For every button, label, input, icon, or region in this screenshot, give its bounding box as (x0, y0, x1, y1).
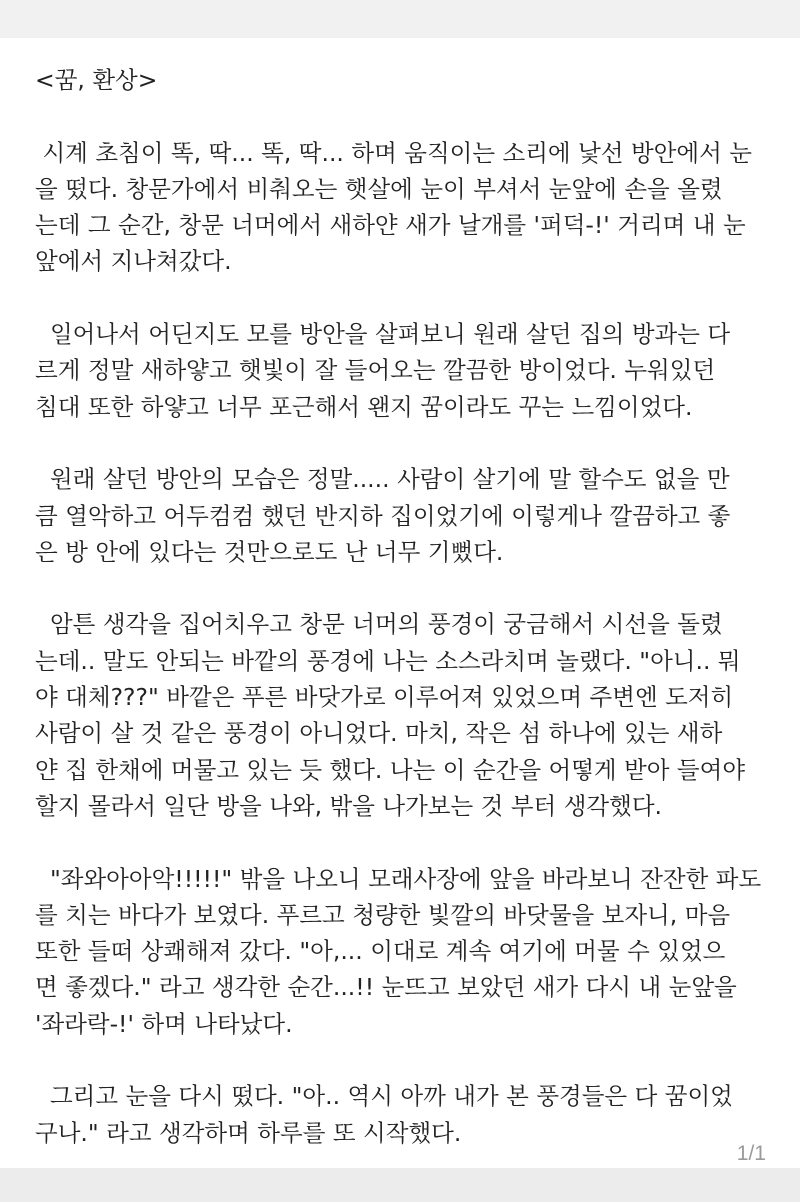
document-page[interactable] (0, 38, 800, 1168)
page-indicator: 1/1 (736, 1142, 766, 1165)
bottom-bar (0, 1168, 800, 1202)
document-body-text: <꿈, 환상> 시계 초침이 똑, 딱... 똑, 딱... 하며 움직이는 소리에 낯선 방안에서 눈 을 떴다. 창문가에서 비춰오는 햇살에 눈이 부셔서 눈앞에 손을 올렸 는데 그 순간, 창문 너머에서 새하얀 새가 날개를 '퍼덕-!' 거리며 내 눈 앞에서 지나쳐갔다. 일어나서 어딘지도 모를 방안을 살펴보니 원래 살던 집의 방과는 다 르게 정말 새하얗고 햇빛이 잘 들어오는 깔끔한 방이었다. 누워있던 침대 또한 하얗고 너무 포근해서 왠지 꿈이라도 꾸는 느낌이었다. 원래 살던 방안의 모습은 정말..... 사람이 살기에 말 할수도 없을 만 큼 열악하고 어두컴컴 했던 반지하 집이었기에 이렇게나 깔끔하고 좋 은 방 안에 있다는 것만으로도 난 너무 기뻤다. 암튼 생각을 집어치우고 창문 너머의 풍경이 궁금해서 시선을 돌렸 는데.. 말도 안되는 바깥의 풍경에 나는 소스라치며 놀랬다. "아니.. 뭐 야 대체???" 바깥은 푸른 바닷가로 이루어져 있었으며 주변엔 도저히 사람이 살 것 같은 풍경이 아니었다. 마치, 작은 섬 하나에 있는 새하 얀 집 한채에 머물고 있는 듯 했다. 나는 이 순간을 어떻게 받아 들여야 할지 몰라서 일단 방을 나와, 밖을 나가보는 것 부터 생각했다. "좌와아아악!!!!!" 밖을 나오니 모래사장에 앞을 바라보니 잔잔한 파도 를 치는 바다가 보였다. 푸르고 청량한 빛깔의 바닷물을 보자니, 마음 또한 들떠 상쾌해져 갔다. "아,... 이대로 계속 여기에 머물 수 있었으 면 좋겠다." 라고 생각한 순간...!! 눈뜨고 보았던 새가 다시 내 눈앞을 '좌라락-!' 하며 나타났다. 그리고 눈을 다시 떴다. "아.. 역시 아까 내가 본 풍경들은 다 꿈이었 구나." 라고 생각하며 하루를 또 시작했다. (35, 66, 762, 1147)
top-bar (0, 0, 800, 38)
